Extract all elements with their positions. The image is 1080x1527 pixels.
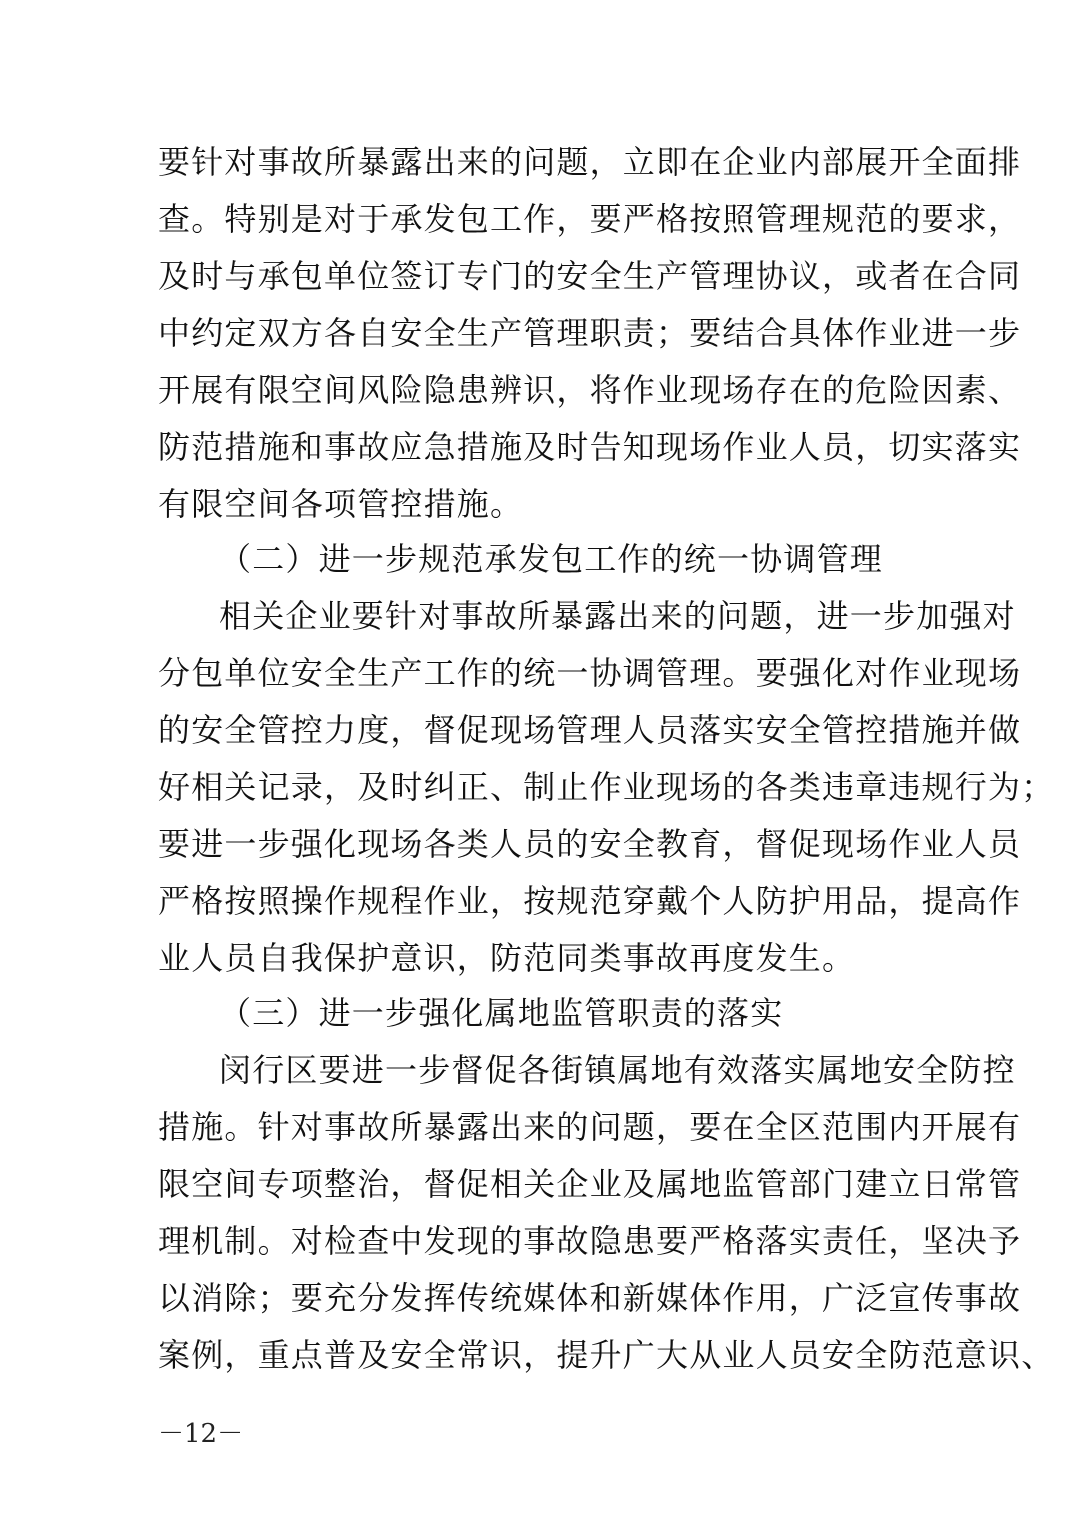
- body-text-line: 分包单位安全生产工作的统一协调管理。要强化对作业现场: [158, 654, 1022, 692]
- body-text-line: 查。特别是对于承发包工作，要严格按照管理规范的要求，: [158, 200, 1022, 238]
- body-text-line: 以消除；要充分发挥传统媒体和新媒体作用，广泛宣传事故: [158, 1279, 1022, 1317]
- body-text-line: 业人员自我保护意识，防范同类事故再度发生。: [158, 939, 856, 977]
- page-number: －12－: [158, 1419, 244, 1449]
- section-heading-2: （二）进一步规范承发包工作的统一协调管理: [219, 540, 884, 578]
- body-text-line: 要进一步强化现场各类人员的安全教育，督促现场作业人员: [158, 825, 1022, 863]
- body-text-line: 要针对事故所暴露出来的问题，立即在企业内部展开全面排: [158, 143, 1022, 181]
- body-text-line: 有限空间各项管控措施。: [158, 485, 524, 523]
- body-text-line: 开展有限空间风险隐患辨识，将作业现场存在的危险因素、: [158, 371, 1022, 409]
- body-text-line: 相关企业要针对事故所暴露出来的问题，进一步加强对: [219, 597, 1016, 635]
- body-text-line: 中约定双方各自安全生产管理职责；要结合具体作业进一步: [158, 314, 1022, 352]
- body-text-line: 严格按照操作规程作业，按规范穿戴个人防护用品，提高作: [158, 882, 1022, 920]
- body-text-line: 防范措施和事故应急措施及时告知现场作业人员，切实落实: [158, 428, 1022, 466]
- body-text-line: 限空间专项整治，督促相关企业及属地监管部门建立日常管: [158, 1165, 1022, 1203]
- body-text-line: 案例，重点普及安全常识，提升广大从业人员安全防范意识、: [158, 1336, 1055, 1374]
- body-text-line: 理机制。对检查中发现的事故隐患要严格落实责任，坚决予: [158, 1222, 1022, 1260]
- body-text-line: 及时与承包单位签订专门的安全生产管理协议，或者在合同: [158, 257, 1022, 295]
- body-text-line: 好相关记录，及时纠正、制止作业现场的各类违章违规行为；: [158, 768, 1055, 806]
- body-text-line: 闵行区要进一步督促各街镇属地有效落实属地安全防控: [219, 1051, 1016, 1089]
- section-heading-3: （三）进一步强化属地监管职责的落实: [219, 994, 784, 1032]
- body-text-line: 的安全管控力度，督促现场管理人员落实安全管控措施并做: [158, 711, 1022, 749]
- body-text-line: 措施。针对事故所暴露出来的问题，要在全区范围内开展有: [158, 1108, 1022, 1146]
